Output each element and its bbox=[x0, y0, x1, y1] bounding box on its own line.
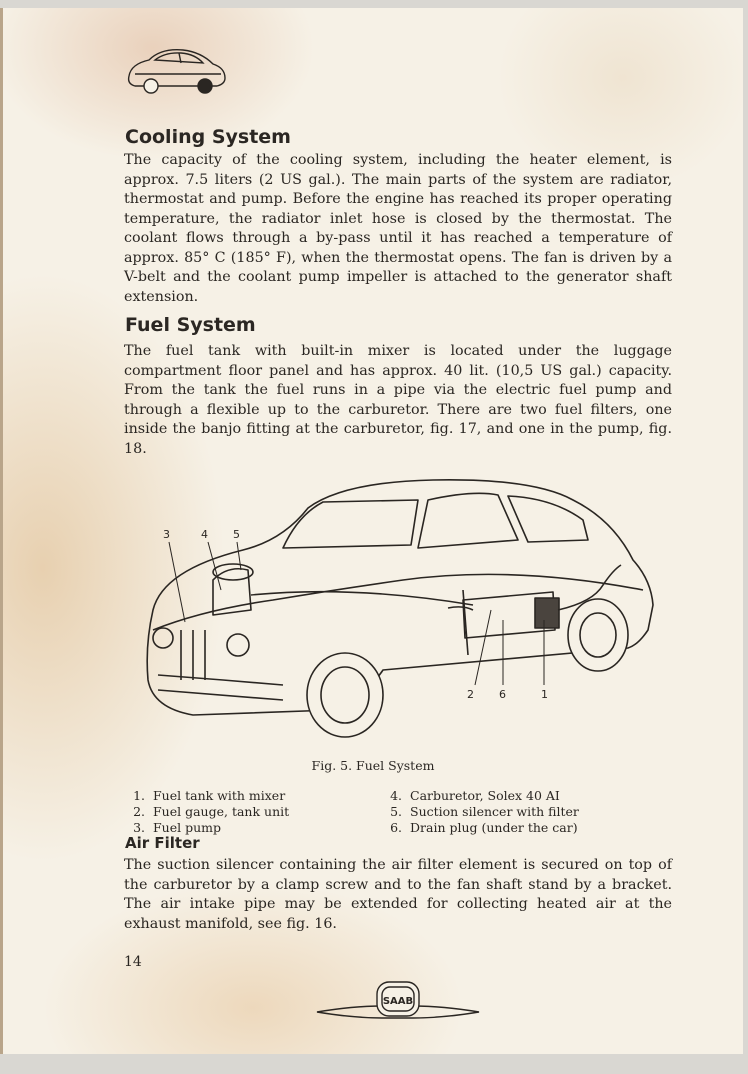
cooling-heading: Cooling System bbox=[125, 126, 291, 148]
callout-1: 1 bbox=[541, 688, 548, 701]
logo-text: SAAB bbox=[382, 996, 414, 1007]
manual-page bbox=[0, 8, 743, 1054]
saab-logo-icon bbox=[313, 976, 483, 1024]
callout-5: 5 bbox=[233, 528, 240, 541]
legend-item: 5. Suction silencer with filter bbox=[390, 804, 579, 819]
fuel-system-diagram bbox=[133, 470, 673, 755]
legend-item: 2. Fuel gauge, tank unit bbox=[133, 804, 290, 819]
legend-right bbox=[378, 788, 579, 836]
legend-item: 1. Fuel tank with mixer bbox=[133, 788, 286, 803]
page-number: 14 bbox=[124, 954, 142, 970]
car-thumbnail-icon bbox=[121, 38, 231, 100]
legend-left bbox=[121, 788, 289, 836]
air-filter-body: The suction silencer containing the air filter element is secured on top of the carburetor by a clamp screw and to the fan shaft stand by a bracket. The air intake pipe may be extended for collecting heated air at the exhaust manifold, see fig. 16. bbox=[124, 857, 672, 932]
cooling-body: The capacity of the cooling system, including the heater element, is approx. 7.5 liters (2 US gal.). The main parts of the system are radiator, thermostat and pump. Before the engine has reached its proper operating temperature, the radiator inlet hose is closed by the thermostat. The coolant flows through a by-pass until it has reached a temperature of approx. 85° C (185° F), when the thermostat opens. The fan is driven by a V-belt and the coolant pump impeller is attached to the generator shaft extension. bbox=[124, 152, 672, 305]
callout-3: 3 bbox=[163, 528, 170, 541]
air-filter-heading: Air Filter bbox=[125, 834, 200, 852]
legend-item: 4. Carburetor, Solex 40 AI bbox=[390, 788, 560, 803]
legend-item: 3. Fuel pump bbox=[133, 820, 221, 835]
fuel-body: The fuel tank with built-in mixer is located under the luggage compartment floor panel and has approx. 40 lit. (10,5 US gal.) capacity. From the tank the fuel runs in a pipe via the electric fuel pump and through a flexible up to the carburetor. There are two fuel filters, one inside the banjo fitting at the carburetor, fig. 17, and one in the pump, fig. 18. bbox=[124, 343, 672, 457]
callout-4: 4 bbox=[201, 528, 208, 541]
figure-caption: Fig. 5. Fuel System bbox=[311, 758, 435, 773]
legend-item: 6. Drain plug (under the car) bbox=[390, 820, 578, 835]
callout-2: 2 bbox=[467, 688, 474, 701]
fuel-heading: Fuel System bbox=[125, 314, 256, 336]
callout-6: 6 bbox=[499, 688, 506, 701]
